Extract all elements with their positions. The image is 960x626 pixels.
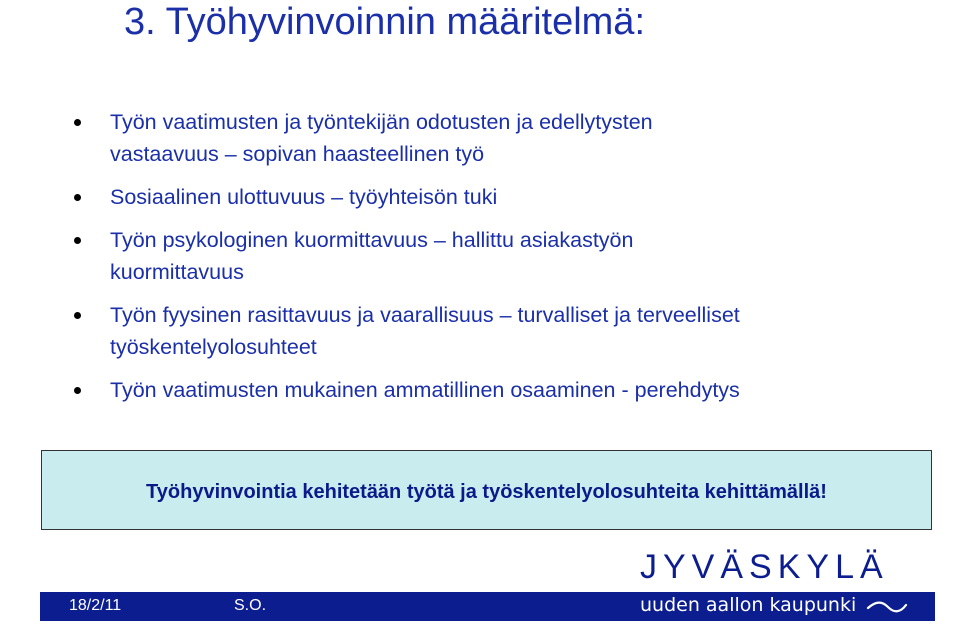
footer-date: 18/2/11	[69, 597, 122, 614]
footer-author: S.O.	[234, 597, 267, 614]
bullet-dot-icon	[74, 194, 81, 201]
bullet-line: Sosiaalinen ulottuvuus – työyhteisön tuki	[110, 185, 498, 209]
bullet-item	[0, 299, 930, 363]
bullet-line: vastaavuus – sopivan haasteellinen työ	[110, 142, 485, 166]
wave-icon	[866, 599, 908, 615]
footer-slogan: uuden aallon kaupunki	[640, 594, 857, 616]
bullet-line: kuormittavuus	[110, 260, 244, 284]
bullet-line: Työn vaatimusten mukainen ammatillinen osaaminen - perehdytys	[110, 378, 740, 402]
bullet-line: Työn psykologinen kuormittavuus – hallittu asiakastyön	[110, 228, 634, 252]
callout-text: Työhyvinvointia kehitetään työtä ja työskentelyolosuhteita kehittämällä!	[146, 481, 827, 503]
bullet-item	[0, 181, 930, 213]
bullet-line: työskentelyolosuhteet	[110, 335, 317, 359]
bullet-dot-icon	[74, 119, 81, 126]
bullet-dot-icon	[74, 387, 81, 394]
bullet-line: Työn fyysinen rasittavuus ja vaarallisuus – turvalliset ja terveelliset	[110, 303, 740, 327]
slide-title: 3. Työhyvinvoinnin määritelmä:	[124, 1, 645, 43]
callout-box	[41, 450, 932, 530]
bullet-dot-icon	[74, 237, 81, 244]
bullet-item	[0, 224, 930, 288]
bullet-item	[0, 374, 930, 406]
bullet-list	[0, 106, 930, 417]
bullet-line: Työn vaatimusten ja työntekijän odotusten ja edellytysten	[110, 110, 653, 134]
bullet-dot-icon	[74, 312, 81, 319]
city-logo-text: JYVÄSKYLÄ	[640, 548, 889, 586]
bullet-item	[0, 106, 930, 170]
